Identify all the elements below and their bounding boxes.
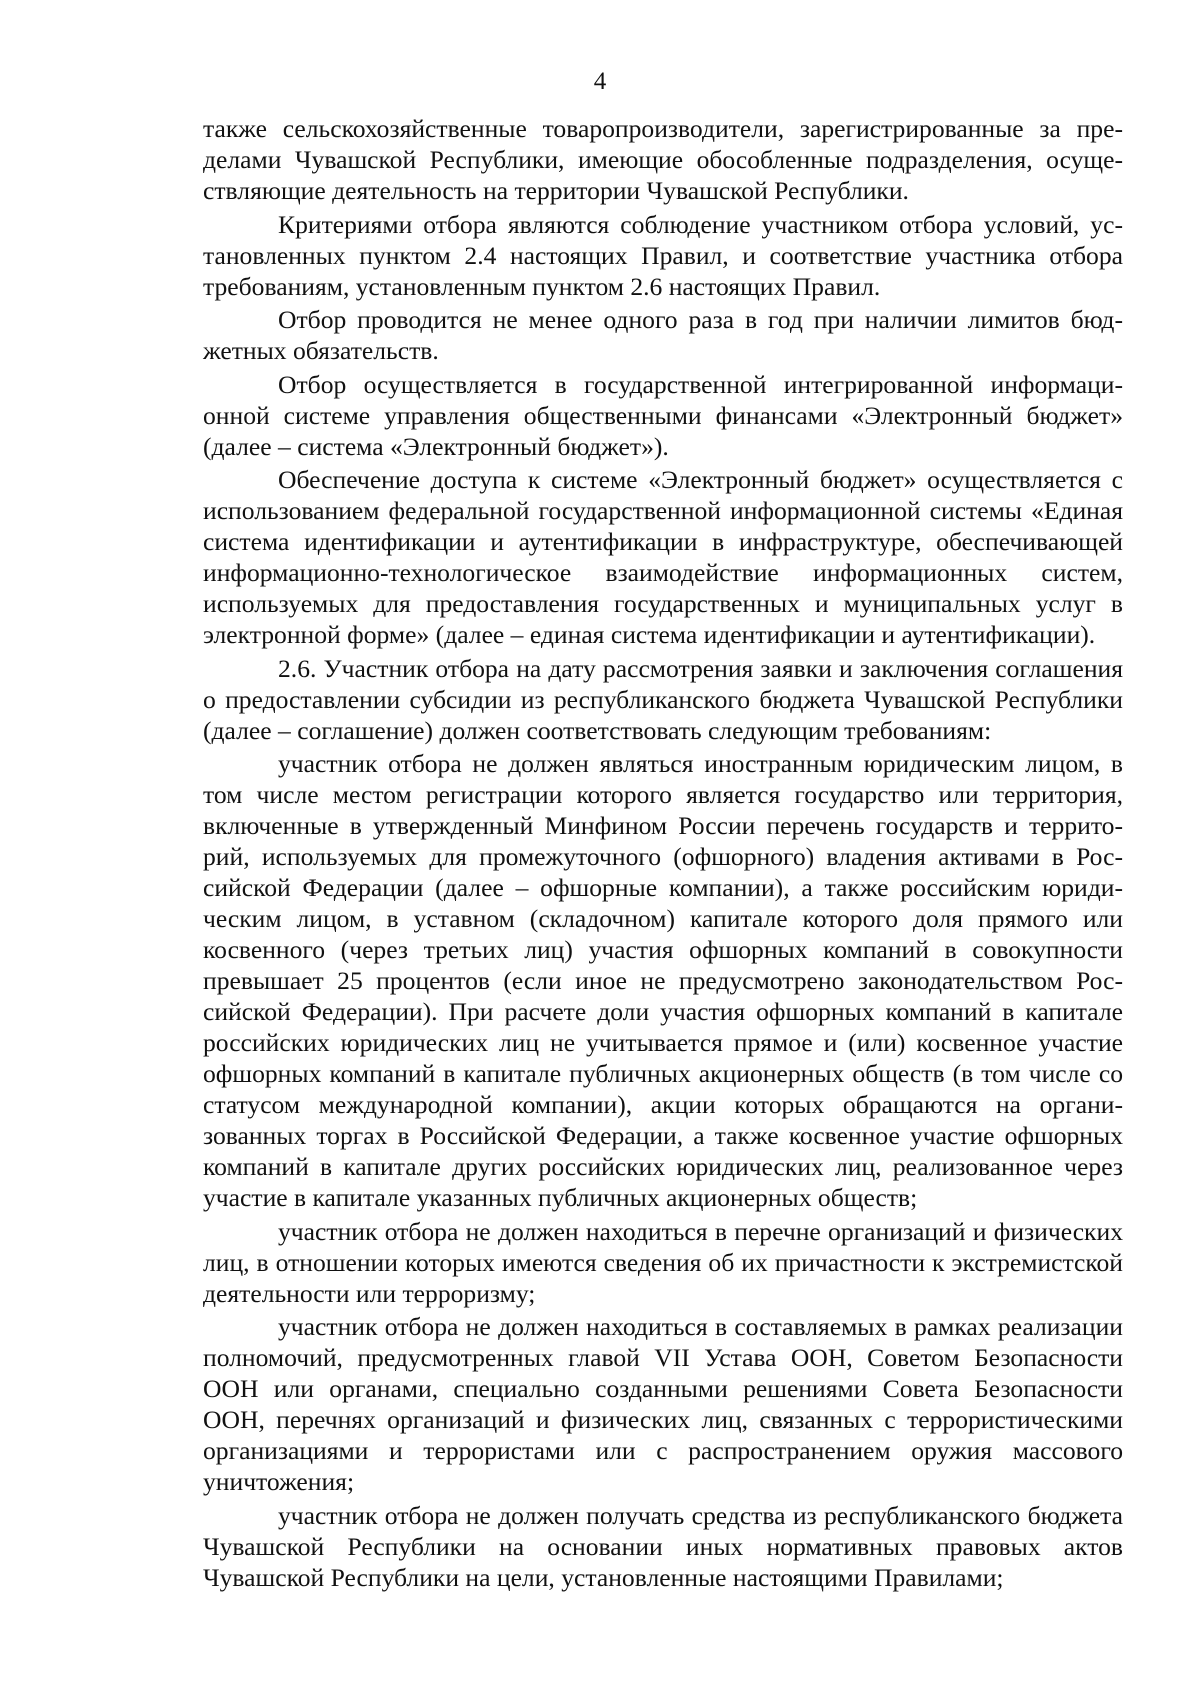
paragraph-system-access: Обеспечение доступа к системе «Электронный бюджет» осуществляется с использованием федеральной государственной информационной системы «Единая система идентификации и аутентификации в инфраструктуре, обеспечивающей информационно-технологическое взаимодействие информационных систем, используемых для предоставления государственных и муниципальных услуг в электронной форме» (далее – единая система идентификации и аутентификации). <box>203 465 1123 649</box>
paragraph-requirement-other-funds: участник отбора не должен получать средства из республиканского бюджета Чувашской Республики на основании иных нормативных правовых актов Чувашской Республики на цели, установленные настоящими Правилами; <box>203 1500 1123 1592</box>
paragraph-selection-frequency: Отбор проводится не менее одного раза в год при наличии лимитов бюджетных обязательств. <box>203 305 1123 365</box>
paragraph-section-2-6: 2.6. Участник отбора на дату рассмотрения заявки и заключения соглашения о предоставлении субсидии из республиканского бюджета Чувашской Республики (далее – соглашение) должен соответствовать следующим требованиям: <box>203 653 1123 745</box>
paragraph-requirement-offshore: участник отбора не должен являться иностранным юридическим лицом, в том числе местом регистрации которого является государство или территория, включенные в утвержденный Минфином России перечень государств и территорий, используемых для промежуточного (офшорного) владения активами в Российской Федерации (далее – офшорные компании), а также российским юридическим лицом, в уставном (складочном) капитале которого доля прямого или косвенного (через третьих лиц) участия офшорных компаний в совокупности превышает 25 процентов (если иное не предусмотрено законодательством Российской Федерации). При расчете доли участия офшорных компаний в капитале российских юридических лиц не учитывается прямое и (или) косвенное участие офшорных компаний в капитале публичных акционерных обществ (в том числе со статусом международной компании), акции которых обращаются на организованных торгах в Российской Федерации, а также косвенное участие офшорных компаний в капитале других российских юридических лиц, реализованное через участие в капитале указанных публичных акционерных обществ; <box>203 749 1123 1212</box>
paragraph-continuation: также сельскохозяйственные товаропроизводители, зарегистрированные за пределами Чувашской Республики, имеющие обособленные подразделения, осуществляющие деятельность на территории Чувашской Республики. <box>203 114 1123 205</box>
paragraph-requirement-un-lists: участник отбора не должен находиться в составляемых в рамках реализации полномочий, предусмотренных главой VII Устава ООН, Советом Безопасности ООН или органами, специально созданными решениями Совета Безопасности ООН, перечнях организаций и физических лиц, связанных с террористическими организациями и террористами или с распространением оружия массового уничтожения; <box>203 1312 1123 1496</box>
paragraph-requirement-extremism: участник отбора не должен находиться в перечне организаций и физических лиц, в отношении которых имеются сведения об их причастности к экстремистской деятельности или терроризму; <box>203 1216 1123 1308</box>
paragraph-electronic-budget-system: Отбор осуществляется в государственной интегрированной информационной системе управления общественными финансами «Электронный бюджет» (далее – система «Электронный бюджет»). <box>203 369 1123 461</box>
paragraph-selection-criteria: Критериями отбора являются соблюдение участником отбора условий, установленных пунктом 2.4 настоящих Правил, и соответствие участника отбора требованиям, установленным пунктом 2.6 настоящих Правил. <box>203 209 1123 301</box>
document-body <box>203 113 1123 1595</box>
page-number: 4 <box>593 68 607 95</box>
